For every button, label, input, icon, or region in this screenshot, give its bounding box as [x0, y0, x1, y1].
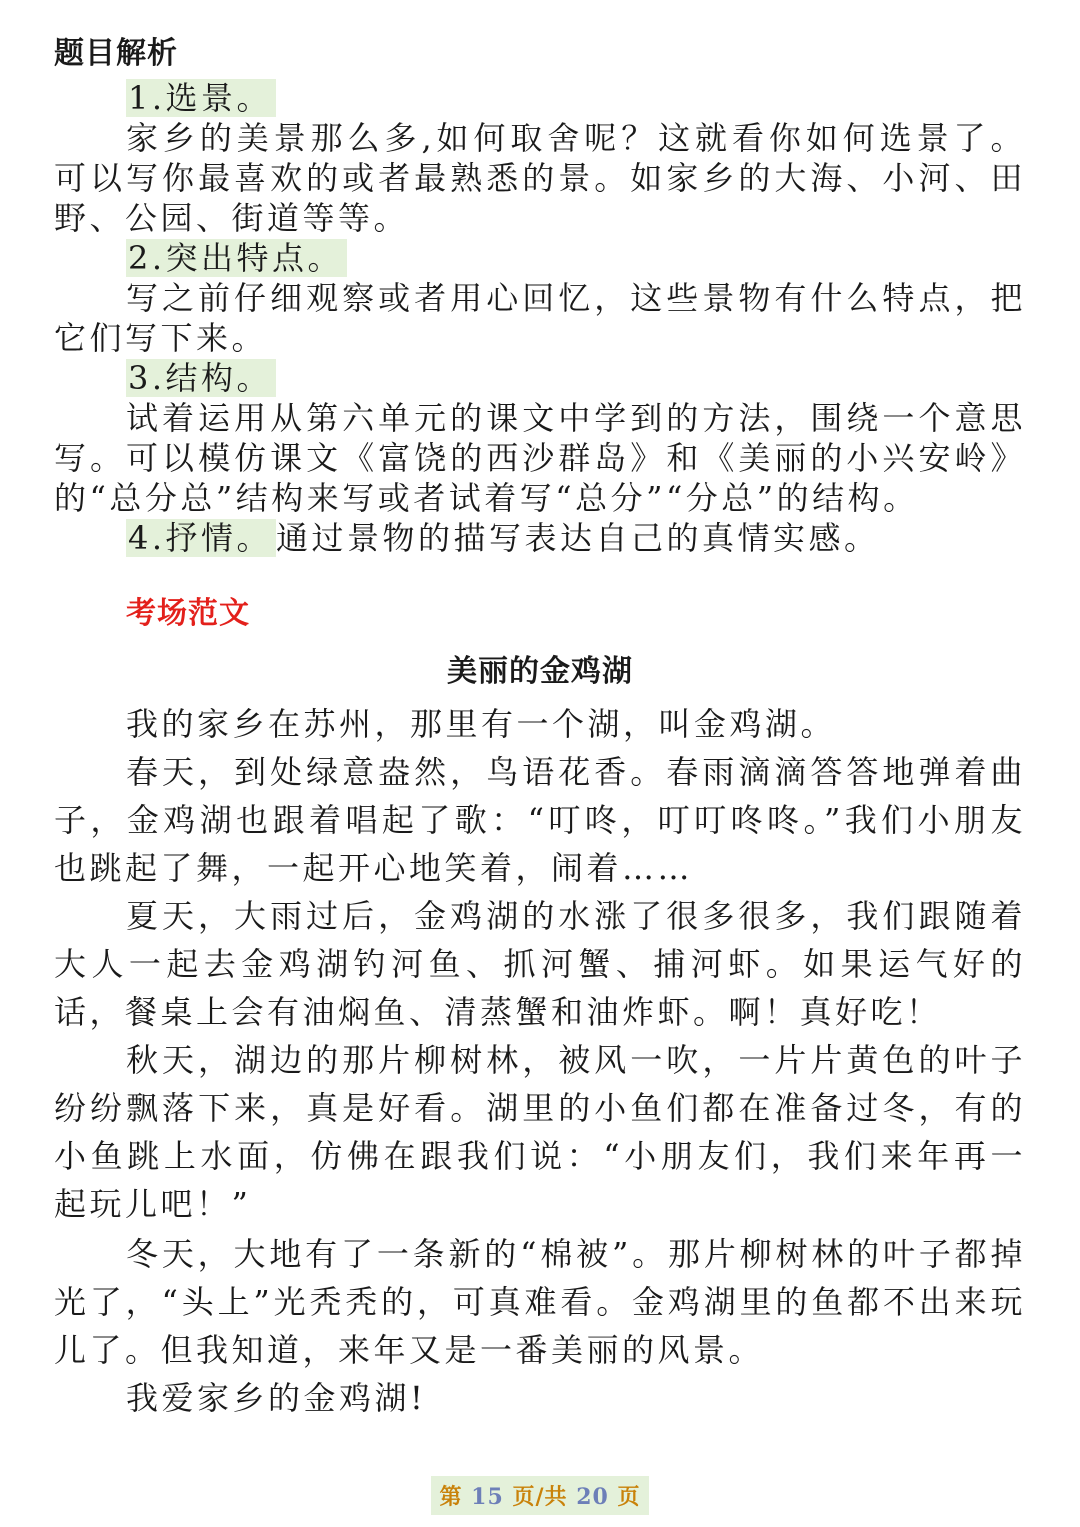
analysis-heading: 题目解析 [54, 36, 178, 71]
essay-paragraph-6: 我爱家乡的金鸡湖! [126, 1379, 427, 1417]
essay-body [54, 700, 1026, 1422]
tip-3-body: 试着运用从第六单元的课文中学到的方法，围绕一个意思写。可以模仿课文《富饶的西沙群岛》和《美丽的小兴安岭》的“总分总”结构来写或者试着写“总分”“分总”的结构。 [54, 399, 1026, 517]
page-number-badge [431, 1476, 648, 1515]
tip-2-title [54, 238, 1026, 278]
tip-2-body: 写之前仔细观察或者用心回忆，这些景物有什么特点，把它们写下来。 [54, 279, 1026, 357]
essay-paragraph-2: 春天，到处绿意盎然，鸟语花香。春雨滴滴答答地弹着曲子，金鸡湖也跟着唱起了歌：“叮咚，叮叮咚咚。”我们小朋友也跳起了舞，一起开心地笑着，闹着…… [54, 753, 1026, 887]
essay-paragraph-4: 秋天，湖边的那片柳树林，被风一吹，一片片黄色的叶子纷纷飘落下来，真是好看。湖里的小鱼们都在准备过冬，有的小鱼跳上水面，仿佛在跟我们说：“小朋友们，我们来年再一起玩儿吧！” [54, 1041, 1026, 1223]
tip-1-title [54, 78, 1026, 118]
tip-4-title [54, 518, 1026, 558]
current-page-number: 15 [471, 1484, 504, 1510]
tip-1-body: 家乡的美景那么多,如何取舍呢？这就看你如何选景了。可以写你最喜欢的或者最熟悉的景。如家乡的大海、小河、田野、公园、街道等等。 [54, 119, 1026, 237]
document-page [54, 30, 1026, 1422]
page-footer [0, 1476, 1080, 1515]
tip-2-label: 2.突出特点。 [126, 239, 347, 277]
tip-4-label: 4.抒情。 [126, 519, 276, 557]
tip-4-text: 通过景物的描写表达自己的真情实感。 [276, 519, 880, 557]
tip-3-label: 3.结构。 [126, 359, 276, 397]
footer-prefix: 第 [439, 1484, 463, 1510]
footer-mid: 页/共 [512, 1484, 568, 1510]
footer-suffix: 页 [617, 1484, 641, 1510]
essay-paragraph-5: 冬天，大地有了一条新的“棉被”。那片柳树林的叶子都掉光了，“头上”光秃秃的，可真难看。金鸡湖里的鱼都不出来玩儿了。但我知道，来年又是一番美丽的风景。 [54, 1235, 1026, 1369]
essay-title: 美丽的金鸡湖 [447, 654, 633, 689]
tip-3-title [54, 358, 1026, 398]
total-pages-number: 20 [576, 1484, 609, 1510]
essay-paragraph-1: 我的家乡在苏州，那里有一个湖，叫金鸡湖。 [126, 705, 837, 743]
model-essay-label: 考场范文 [126, 596, 250, 631]
tip-1-label: 1.选景。 [126, 79, 276, 117]
essay-paragraph-3: 夏天，大雨过后，金鸡湖的水涨了很多很多，我们跟随着大人一起去金鸡湖钓河鱼、抓河蟹、捕河虾。如果运气好的话，餐桌上会有油焖鱼、清蒸蟹和油炸虾。啊！真好吃！ [54, 897, 1026, 1031]
